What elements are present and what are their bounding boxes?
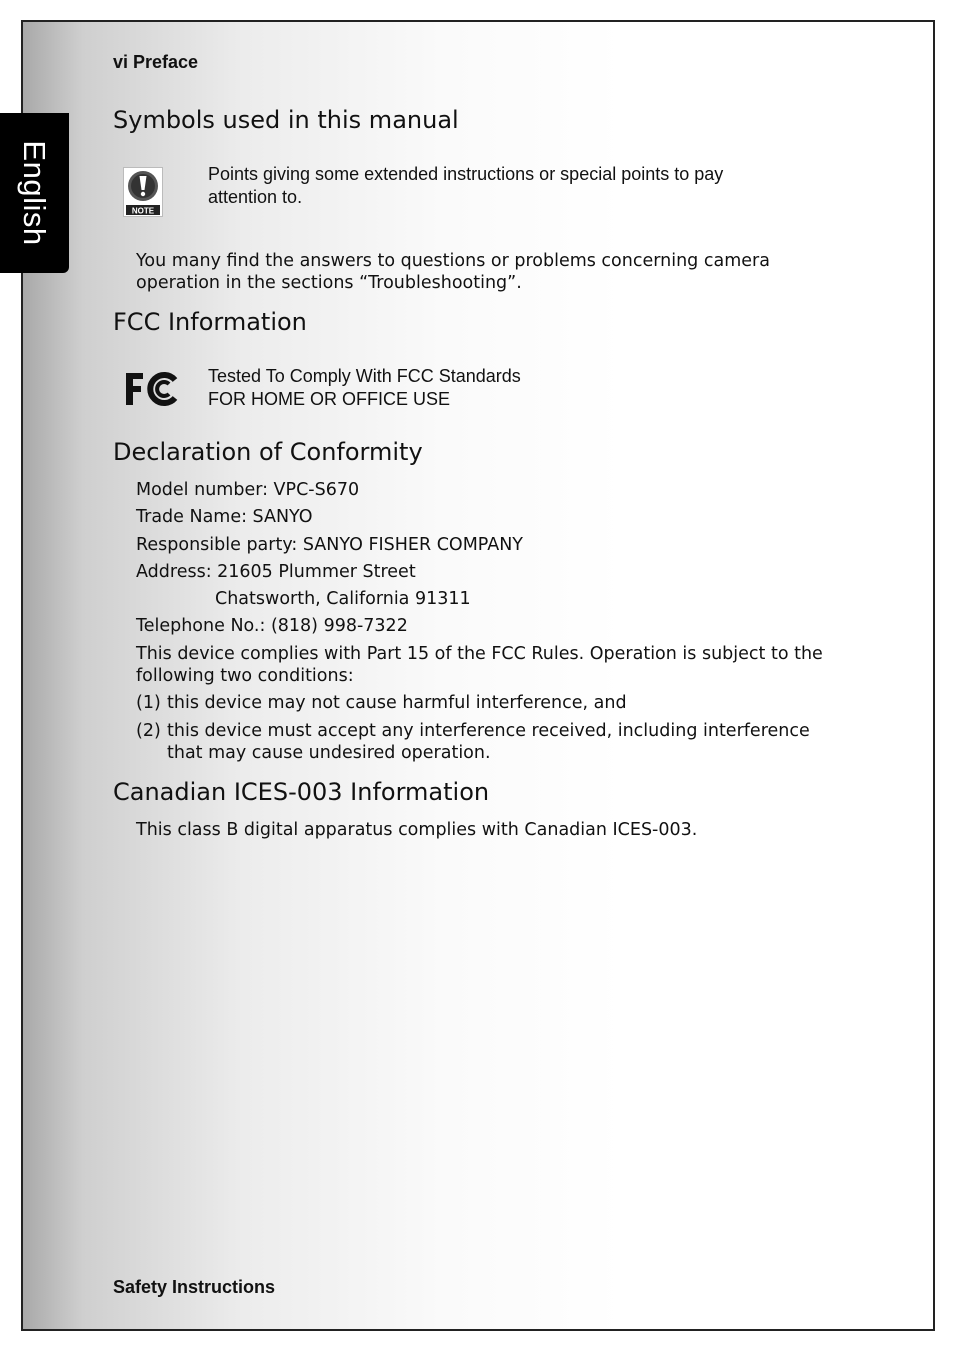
page-header: vi Preface: [113, 52, 199, 72]
fcc-heading: FCC Information: [113, 308, 307, 336]
troubleshooting-text: You many find the answers to questions or problems concerning camera operation in the sections “Troubleshooting”.: [136, 251, 770, 293]
symbols-heading: Symbols used in this manual: [113, 106, 459, 134]
note-description: Points giving some extended instructions or special points to pay attention to.: [208, 164, 724, 207]
fcc-text: [208, 365, 788, 411]
page-footer: Safety Instructions: [113, 1277, 276, 1297]
fcc-line-1: Tested To Comply With FCC Standards: [208, 366, 521, 386]
canadian-heading: Canadian ICES-003 Information: [113, 778, 490, 806]
note-icon: [123, 167, 163, 217]
fcc-logo-icon: [123, 370, 179, 408]
address-line-2: Chatsworth, California 91311: [215, 589, 471, 609]
model-number: Model number: VPC-S670: [136, 480, 360, 500]
condition-1: this device may not cause harmful interference, and: [167, 693, 627, 713]
telephone: Telephone No.: (818) 998-7322: [136, 616, 408, 636]
trade-name: Trade Name: SANYO: [136, 507, 313, 527]
condition-1-number: (1): [136, 693, 161, 713]
declaration-heading: Declaration of Conformity: [113, 438, 423, 466]
language-tab-label: English: [17, 140, 52, 246]
language-tab: [0, 113, 69, 273]
svg-text:NOTE: NOTE: [131, 206, 155, 216]
condition-2-number: (2): [136, 721, 161, 741]
condition-2: this device must accept any interference received, including interference that may cause undesired operation.: [167, 721, 810, 763]
address-line-1: Address: 21605 Plummer Street: [136, 562, 416, 582]
compliance-statement: This device complies with Part 15 of the FCC Rules. Operation is subject to the following two conditions:: [136, 644, 823, 686]
responsible-party: Responsible party: SANYO FISHER COMPANY: [136, 535, 523, 555]
fcc-line-2: FOR HOME OR OFFICE USE: [208, 389, 451, 409]
canadian-text: This class B digital apparatus complies with Canadian ICES-003.: [136, 820, 698, 840]
